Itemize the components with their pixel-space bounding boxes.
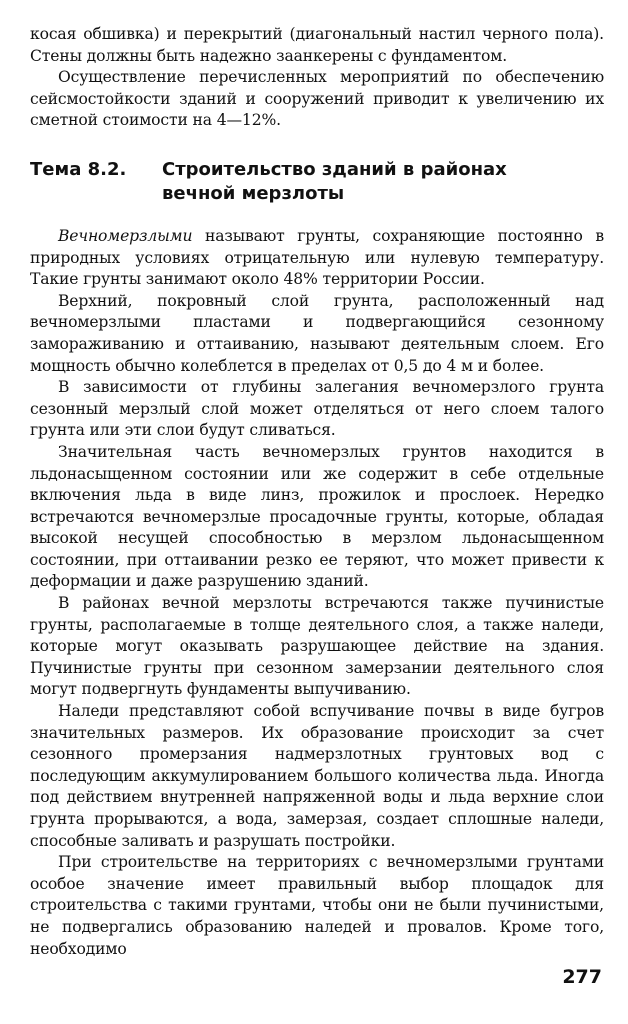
paragraph-continued: косая обшивка) и перекрытий (диагональный настил черного пола). Стены должны быть надежно заанкерены с фундаментом.	[30, 25, 604, 65]
defined-term: Вечномерзлыми	[58, 226, 193, 245]
section-title: Строительство зданий в районах вечной мерзлоты	[162, 158, 507, 204]
paragraph-ice-saturated: Значительная часть вечномерзлых грунтов находится в льдонасыщенном состоянии или же содержит в себе отдельные включения льда в виде линз, прожилок и прослоек. Нередко встречаются вечномерзлые просадочные грунты, которые, обладая высокой несущей способностью в мерзлом льдонасыщенном состоянии, при оттаивании резко ее теряют, что может привести к деформации и даже разрушению зданий.	[30, 442, 604, 591]
page-number: 277	[562, 966, 602, 988]
section-number: Тема 8.2.	[30, 158, 127, 180]
paragraph-cost-increase: Осуществление перечисленных мероприятий по обеспечению сейсмостойкости зданий и сооружений приводит к увеличению их сметной стоимости на 4—12%.	[30, 68, 604, 130]
section-heading	[30, 158, 604, 206]
page-body	[30, 24, 604, 960]
paragraph-site-selection: При строительстве на территориях с вечномерзлыми грунтами особое значение имеет правильный выбор площадок для строительства с такими грунтами, чтобы они не были пучинистыми, не подвергались образованию наледей и провалов. Кроме того, необходимо	[30, 853, 604, 958]
paragraph-seasonal-layer: В зависимости от глубины залегания вечномерзлого грунта сезонный мерзлый слой может отделяться от него слоем талого грунта или эти слои будут сливаться.	[30, 378, 604, 440]
definition-text: называют грунты, сохраняющие постоянно в природных условиях отрицательную или нулевую температуру. Такие грунты занимают около 48% территории России.	[30, 226, 604, 289]
paragraph-definition	[30, 226, 604, 291]
paragraph-active-layer: Верхний, покровный слой грунта, расположенный над вечномерзлыми пластами и подвергающийся сезонному замораживанию и оттаиванию, называют деятельным слоем. Его мощность обычно колеблется в пределах от 0,5 до 4 м и более.	[30, 291, 604, 375]
paragraph-heaving-soils: В районах вечной мерзлоты встречаются также пучинистые грунты, располагаемые в толще деятельного слоя, а также наледи, которые могут оказывать разрушающее действие на здания. Пучинистые грунты при сезонном замерзании деятельного слоя могут подвергнуть фундаменты выпучиванию.	[30, 594, 604, 699]
paragraph-icings: Наледи представляют собой вспучивание почвы в виде бугров значительных размеров. Их образование происходит за счет сезонного промерзания надмерзлотных грунтовых вод с последующим аккумулированием большого количества льда. Иногда под действием внутренней напряженной воды и льда верхние слои грунта прорываются, а вода, замерзая, создает сплошные наледи, способные заливать и разрушать постройки.	[30, 702, 604, 850]
